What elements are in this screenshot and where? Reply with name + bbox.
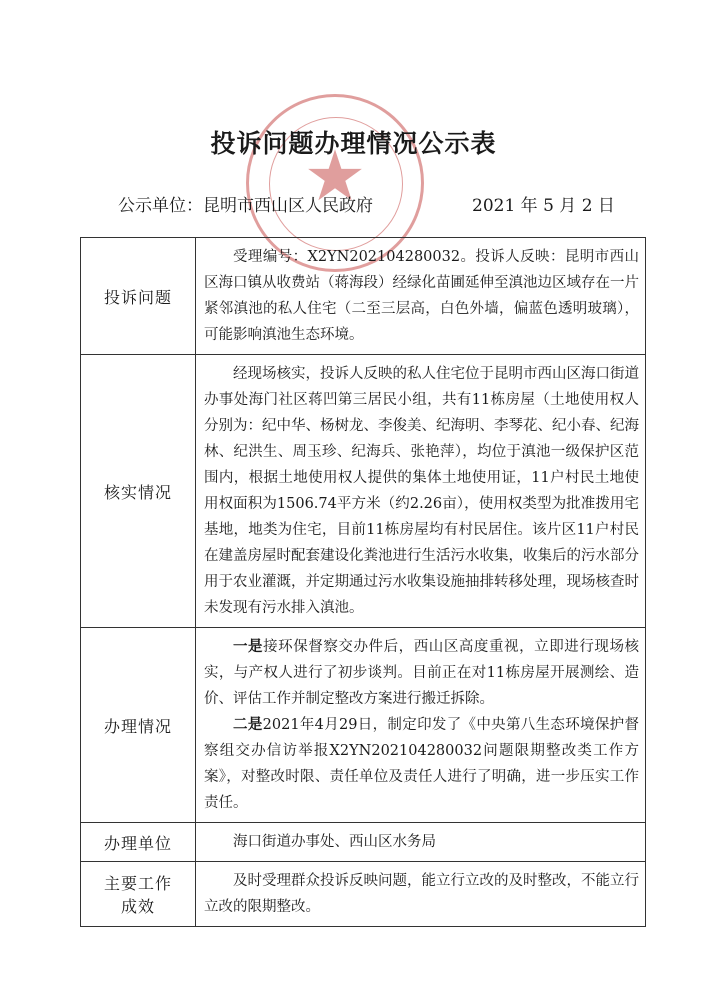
verify-text: 经现场核实，投诉人反映的私人住宅位于昆明市西山区海口街道办事处海门社区蒋凹第三居民小组，共有11栋房屋（土地使用权人分别为：纪中华、杨树龙、李俊美、纪海明、李琴花、纪小春、纪海林、纪洪生、周玉珍、纪海兵、张艳萍），均位于滇池一级保护区范围内，根据土地使用权人提供的集体土地使用证，11户村民土地使用权面积为1506.74平方米（约2.26亩），使用权类型为批准拨用宅基地，地类为住宅，目前11栋房屋均有村民居住。该片区11户村民在建盖房屋时配套建设化粪池进行生活污水收集，收集后的污水部分用于农业灌溉，并定期通过污水收集设施抽排转移处理，现场核查时未发现有污水排入滇池。 (204, 366, 639, 616)
label-complaint: 投诉问题 (81, 238, 196, 355)
content-complaint (196, 238, 646, 355)
disclosure-table (80, 237, 646, 927)
unit-text: 海口街道办事处、西山区水务局 (233, 834, 436, 850)
row-verify (81, 355, 646, 628)
label-handling: 办理情况 (81, 628, 196, 823)
handling-paragraph-2 (204, 712, 639, 816)
effect-label-line-2: 成效 (120, 897, 155, 916)
content-unit (196, 823, 646, 862)
handling-text-1: 接环保督察交办件后，西山区高度重视，立即进行现场核实，与产权人进行了初步谈判。目前正在对11栋房屋开展测绘、造价、评估工作并制定整改方案进行搬迁拆除。 (204, 639, 640, 707)
complaint-text: 受理编号：X2YN202104280032。投诉人反映：昆明市西山区海口镇从收费站（蒋海段）经绿化苗圃延伸至滇池边区域存在一片紧邻滇池的私人住宅（二至三层高，白色外墙，偏蓝色透明玻璃），可能影响滇池生态环境。 (204, 249, 639, 343)
publish-date: 2021 年 5 月 2 日 (472, 196, 615, 216)
publishing-unit: 公示单位：昆明市西山区人民政府 (118, 196, 373, 216)
effect-text: 及时受理群众投诉反映问题，能立行立改的及时整改，不能立行立改的限期整改。 (204, 873, 639, 915)
label-effect (81, 862, 196, 927)
row-handling (81, 628, 646, 823)
label-unit: 办理单位 (81, 823, 196, 862)
handling-paragraph-1 (204, 634, 639, 712)
content-handling (196, 628, 646, 823)
row-effect (81, 862, 646, 927)
content-effect (196, 862, 646, 927)
seal-emblem-icon: ★ (303, 135, 367, 217)
handling-lead-2: 二是 (233, 716, 263, 733)
effect-label-line-1: 主要工作 (103, 874, 172, 893)
row-unit (81, 823, 646, 862)
label-verify: 核实情况 (81, 355, 196, 628)
content-verify (196, 355, 646, 628)
page-title: 投诉问题办理情况公示表 (210, 129, 497, 158)
handling-lead-1: 一是 (233, 638, 264, 655)
handling-text-2: 2021年4月29日，制定印发了《中央第八生态环境保护督察组交办信访举报X2YN202104280032问题限期整改类工作方案》，对整改时限、责任单位及责任人进行了明确，进一步压实工作责任。 (204, 717, 640, 811)
row-complaint (81, 238, 646, 355)
